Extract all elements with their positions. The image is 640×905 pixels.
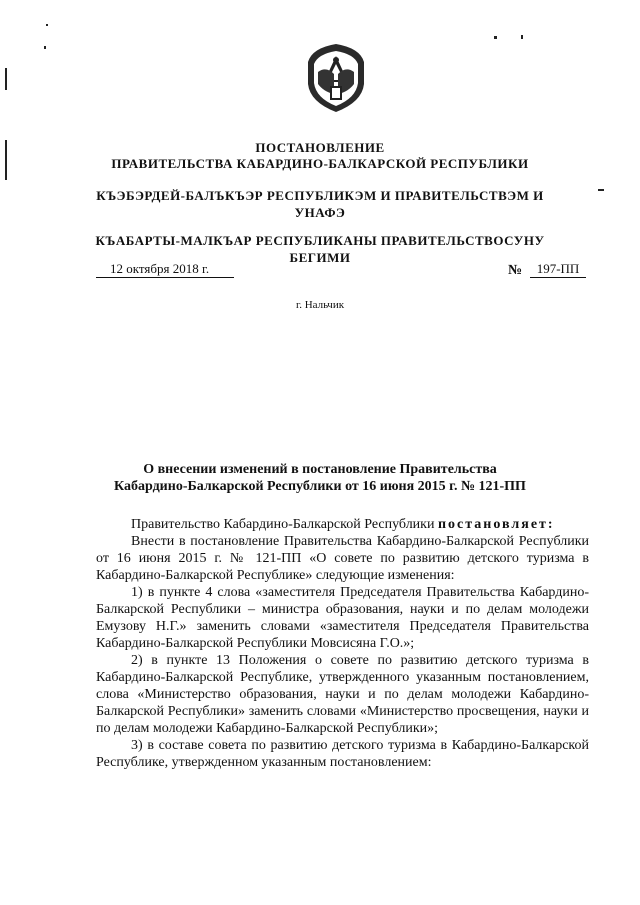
document-number: 197-ПП <box>530 261 586 278</box>
document-type-heading <box>0 140 640 172</box>
decree-word: постановляет: <box>437 517 555 532</box>
body-paragraph-4: 3) в составе совета по развитию детского туризма в Кабардино-Балкарской Республике, утвержденном указанным постановлением: <box>96 738 589 770</box>
scan-mark <box>521 35 523 39</box>
kabardian-heading-line1: КЪЭБЭРДЕЙ-БАЛЪКЪЭР РЕСПУБЛИКЭМ И ПРАВИТЕЛЬСТВЭМ И <box>96 188 544 203</box>
heading-postanovlenie: ПОСТАНОВЛЕНИЕ <box>255 140 385 155</box>
city: г. Нальчик <box>295 299 345 311</box>
scan-mark <box>44 46 46 49</box>
coat-of-arms-icon <box>304 42 368 114</box>
balkar-heading-line2: БЕГИМИ <box>289 250 351 265</box>
title-line2: Кабардино-Балкарской Республики от 16 июня 2015 г. № 121-ПП <box>114 479 526 494</box>
balkar-heading-line1: КЪАБАРТЫ-МАЛКЪАР РЕСПУБЛИКАНЫ ПРАВИТЕЛЬСТВОСУНУ <box>95 233 545 248</box>
decree-text: Правительство Кабардино-Балкарской Республики <box>131 517 438 532</box>
heading-government: ПРАВИТЕЛЬСТВА КАБАРДИНО-БАЛКАРСКОЙ РЕСПУБЛИКИ <box>111 156 529 171</box>
body-paragraph-3: 2) в пункте 13 Положения о совете по развитию детского туризма в Кабардино-Балкарской Республике, утвержденного указанным постановлением, слова «Министерство образования, науки и по делам молодежи Кабардино-Балкарской Республики» заменить словами «Министерство просвещения, науки и по делам молодежи Кабардино-Балкарской Республики»; <box>96 653 589 736</box>
number-label: № <box>508 263 523 278</box>
scan-mark <box>494 36 497 39</box>
document-title <box>0 461 640 495</box>
date-number-row <box>96 261 586 283</box>
document-date: 12 октября 2018 г. <box>96 261 234 278</box>
decree-paragraph <box>96 516 589 533</box>
body-paragraph-1: Внести в постановление Правительства Кабардино-Балкарской Республики от 16 июня 2015 г. № 121-ПП «О совете по развитию детского туризма в Кабардино-Балкарской Республике» следующие изменения: <box>96 534 589 583</box>
kabardian-heading-line2: УНАФЭ <box>294 205 346 220</box>
body-paragraph-2: 1) в пункте 4 слова «заместителя Председателя Правительства Кабардино-Балкарской Республики – министра образования, науки и по делам молодежи Емузову Н.Г.» заменить словами «заместителя Председателя Правительства Кабардино-Балкарской Республики Мовсисяна Г.О.»; <box>96 585 589 651</box>
title-line1: О внесении изменений в постановление Правительства <box>143 462 497 477</box>
document-body <box>96 516 589 771</box>
kabardian-heading <box>0 187 640 221</box>
scan-mark <box>5 68 7 90</box>
scan-mark <box>46 24 48 26</box>
